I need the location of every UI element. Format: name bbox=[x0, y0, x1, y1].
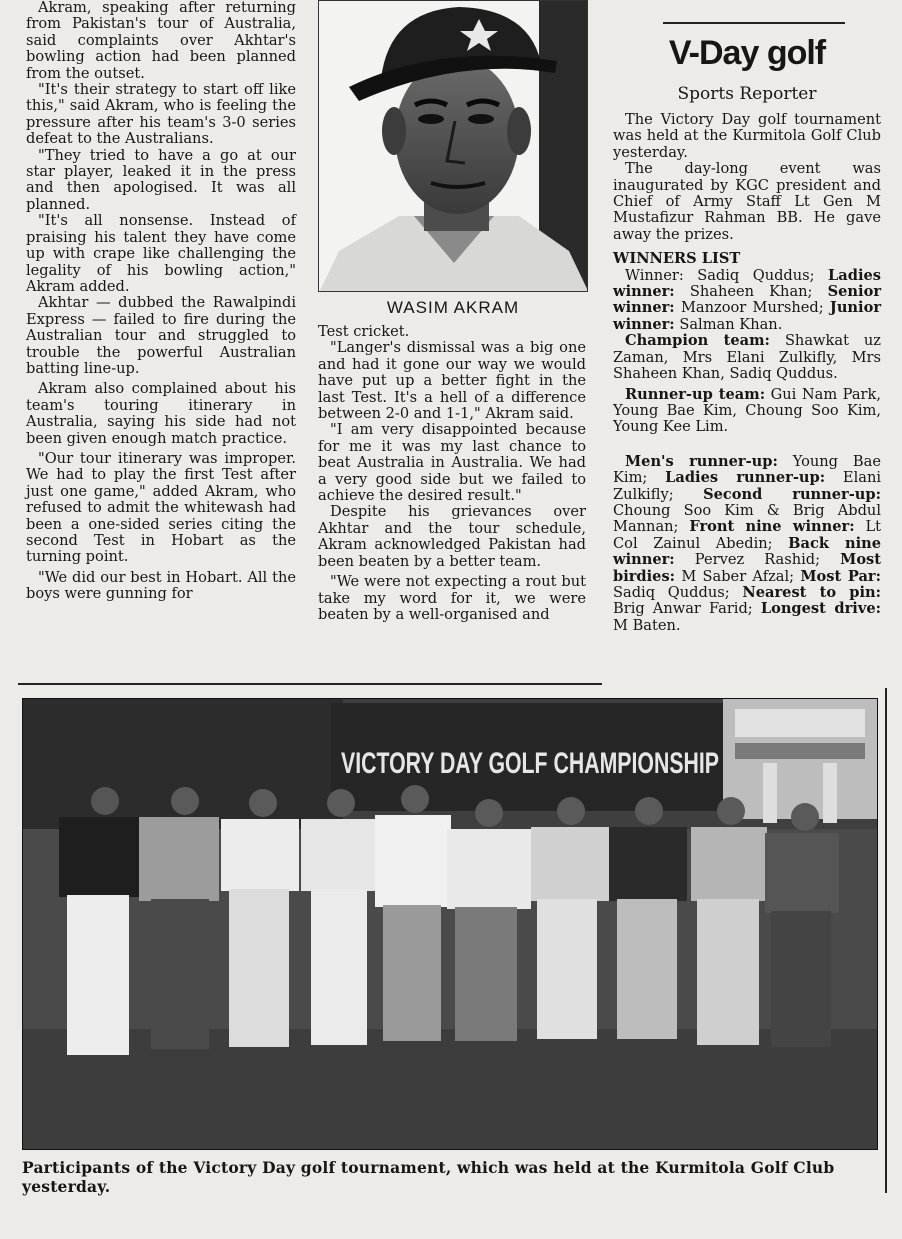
byline: Sports Reporter bbox=[677, 84, 817, 104]
group-photo-image bbox=[23, 699, 878, 1150]
paragraph: "They tried to have a go at our star player, leaked it in the press and then apologised. It was all planned. bbox=[26, 146, 296, 213]
wasim-akram-photo bbox=[318, 0, 588, 292]
golf-article-column bbox=[613, 112, 881, 634]
most-birdies-value: M Saber Afzal; bbox=[681, 567, 795, 585]
article-middle-column bbox=[318, 324, 586, 623]
paragraph: Akhtar — dubbed the Rawalpindi Express — failed to fire during the Australian tour and struggled to trouble the powerful Australian batting line-up. bbox=[26, 294, 296, 377]
mens-runner-up-value: Young Bae Kim; bbox=[613, 452, 881, 487]
longest-drive-label: Longest drive: bbox=[760, 600, 881, 618]
winner-value: Sadiq Quddus; bbox=[697, 266, 815, 284]
nearest-pin-label: Nearest to pin: bbox=[742, 583, 882, 601]
headline: V-Day golf bbox=[668, 34, 826, 72]
champion-label: Champion team: bbox=[625, 332, 770, 350]
second-runner-up-label: Second runner-up: bbox=[703, 485, 882, 503]
portrait-image bbox=[319, 1, 588, 292]
runner-up-label: Runner-up team: bbox=[625, 385, 766, 403]
back-nine-label: Back nine winner: bbox=[613, 534, 882, 569]
awards-paragraph bbox=[613, 454, 881, 634]
paragraph: "It's their strategy to start off like this," said Akram, who is feeling the pressure after his team's 3-0 series defeat to the Australians. bbox=[26, 81, 296, 148]
paragraph: "Langer's dismissal was a big one and had it gone our way we would have put up a better fight in the last Test. It's a hell of a difference between 2-0 and 1-1," Akram said. bbox=[318, 339, 586, 423]
group-photo-caption: Participants of the Victory Day golf tournament, which was held at the Kurmitola Golf Club yesterday. bbox=[22, 1158, 835, 1196]
winners-list-heading: WINNERS LIST bbox=[613, 250, 741, 268]
champion-paragraph bbox=[613, 333, 881, 382]
nearest-pin-value: Brig Anwar Farid; bbox=[613, 600, 753, 618]
most-birdies-label: Most birdies: bbox=[613, 551, 882, 585]
junior-winner-label: Junior winner: bbox=[613, 299, 882, 333]
winner-label: Winner: bbox=[625, 266, 684, 284]
golf-group-photo bbox=[22, 698, 878, 1150]
paragraph: "We did our best in Hobart. All the boys were gunning for bbox=[26, 568, 296, 603]
ladies-winner-label: Ladies winner: bbox=[613, 266, 882, 301]
article-left-column bbox=[26, 0, 296, 603]
paragraph: Despite his grievances over Akhtar and the tour schedule, Akram acknowledged Pakistan had been beaten by a better team. bbox=[318, 503, 586, 570]
paragraph: Akram also complained about his team's touring itinerary in Australia, saying his side had not been given enough match practice. bbox=[26, 380, 296, 447]
column-rule-right bbox=[885, 688, 887, 1193]
paragraph: Test cricket. bbox=[318, 323, 410, 340]
most-par-label: Most Par: bbox=[800, 567, 881, 585]
back-nine-value: Pervez Rashid; bbox=[694, 551, 821, 569]
paragraph: Akram, speaking after returning from Pakistan's tour of Australia, said complaints over Akhtar's bowling action had been planned from the outset. bbox=[26, 0, 296, 82]
senior-winner-label: Senior winner: bbox=[613, 283, 882, 317]
paragraph: The day-long event was inaugurated by KGC president and Chief of Army Staff Lt Gen M Mustafizur Rahman BB. He gave away the prizes. bbox=[613, 160, 881, 243]
second-runner-up-value: Choung Soo Kim & Brig Abdul Mannan; bbox=[613, 501, 881, 536]
paragraph: "We were not expecting a rout but take my word for it, we were beaten by a well-organised and bbox=[318, 573, 586, 623]
front-nine-label: Front nine winner: bbox=[689, 518, 855, 536]
longest-drive-value: M Baten. bbox=[613, 616, 681, 634]
paragraph: "Our tour itinerary was improper. We had to play the first Test after just one game," added Akram, who refused to admit the whitewash had been a one-sided series citing the second Test in Hobart as the turning point. bbox=[26, 449, 296, 566]
headline-rule bbox=[663, 22, 845, 24]
winners-paragraph bbox=[613, 268, 881, 334]
paragraph: The Victory Day golf tournament was held at the Kurmitola Golf Club yesterday. bbox=[613, 111, 881, 161]
ladies-runner-up-label: Ladies runner-up: bbox=[665, 469, 826, 487]
banner-text: VICTORY DAY GOLF CHAMPIONSHIP bbox=[341, 747, 719, 780]
junior-winner-value: Salman Khan. bbox=[679, 315, 783, 333]
mens-runner-up-label: Men's runner-up: bbox=[625, 452, 778, 470]
champion-value: Shawkat uz Zaman, Mrs Elani Zulkifly, Mrs Shaheen Khan, Sadiq Quddus. bbox=[613, 332, 882, 383]
paragraph: "It's all nonsense. Instead of praising his talent they have come up with crape like challenging the legality of his bowling action," Akram added. bbox=[26, 212, 296, 295]
runner-up-paragraph bbox=[613, 387, 881, 436]
section-divider bbox=[18, 683, 602, 685]
runner-up-value: Gui Nam Park, Young Bae Kim, Choung Soo Kim, Young Kee Lim. bbox=[613, 385, 882, 436]
most-par-value: Sadiq Quddus; bbox=[613, 583, 730, 601]
paragraph: "I am very disappointed because for me it was my last chance to beat Australia in Australia. We had a very good side but we failed to achieve the desired result." bbox=[318, 421, 586, 505]
front-nine-value: Lt Col Zainul Abedin; bbox=[613, 518, 882, 552]
ladies-runner-up-value: Elani Zulkifly; bbox=[613, 469, 882, 503]
senior-winner-value: Manzoor Murshed; bbox=[680, 299, 824, 317]
ladies-winner-value: Shaheen Khan; bbox=[689, 283, 813, 301]
photo-caption: WASIM AKRAM bbox=[386, 298, 520, 317]
